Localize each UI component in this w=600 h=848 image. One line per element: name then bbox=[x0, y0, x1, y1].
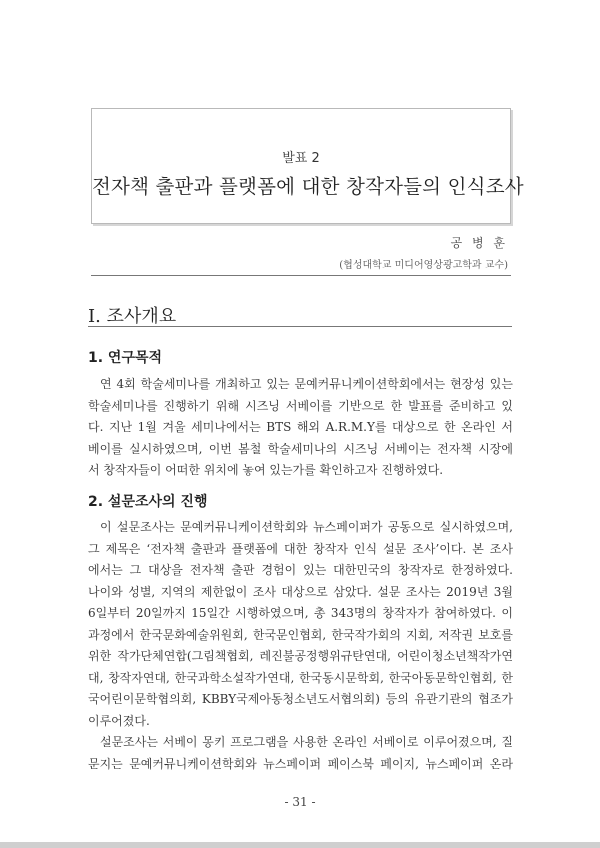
paragraph-line: 베이를 실시하였으며, 이번 봄철 학술세미나의 시즈닝 서베이는 전자책 시장에 bbox=[88, 441, 513, 456]
paragraph-line: 그 제목은 ‘전자책 출판과 플랫폼에 대한 창작자 인식 설문 조사’이다. 본 조사 bbox=[88, 541, 513, 556]
section-title: I. 조사개요 bbox=[88, 306, 177, 327]
footer-bar bbox=[0, 842, 600, 848]
affiliation-divider bbox=[91, 275, 511, 276]
presentation-label: 발표 2 bbox=[282, 151, 320, 166]
author-name: 공 병 훈 bbox=[450, 236, 508, 250]
subsection-heading-survey: 2. 설문조사의 진행 bbox=[88, 494, 208, 510]
paragraph-line: 대, 창작자연대, 한국과학소설작가연대, 한국동시문학회, 한국아동문학인협회, 한 bbox=[88, 670, 513, 685]
paragraph-line: 학술세미나를 진행하기 위해 시즈닝 서베이를 기반으로 한 발표를 준비하고 있 bbox=[88, 398, 513, 413]
paragraph-line: 이 설문조사는 문예커뮤니케이션학회와 뉴스페이퍼가 공동으로 실시하였으며, bbox=[100, 520, 513, 534]
section-divider bbox=[88, 326, 512, 327]
paragraph-line: 다. 지난 1월 겨울 세미나에서는 BTS 해외 A.R.M.Y를 대상으로 한 온라인 서 bbox=[88, 420, 513, 434]
paragraph-line: 위한 작가단체연합(그림책협회, 레진불공정행위규탄연대, 어린이청소년책작가연 bbox=[88, 649, 513, 663]
title-box bbox=[91, 108, 524, 224]
paragraph-line: 문지는 문예커뮤니케이션학회와 뉴스페이퍼 페이스북 페이지, 뉴스페이퍼 온라 bbox=[88, 756, 513, 771]
page-number: - 31 - bbox=[284, 795, 316, 809]
paragraph-line: 에서는 그 대상을 전자책 출판 경험이 있는 대한민국의 창작자로 한정하였다. bbox=[88, 563, 513, 577]
subsection-heading-purpose: 1. 연구목적 bbox=[88, 350, 163, 366]
paragraph-line: 과정에서 한국문화예술위원회, 한국문인협회, 한국작가회의 지회, 저작권 보호를 bbox=[88, 627, 513, 642]
paragraph-line: 국어린이문학협의회, KBBY국제아동청소년도서협의회) 등의 유관기관의 협조가 bbox=[88, 692, 513, 706]
paragraph-line: 나이와 성별, 지역의 제한없이 조사 대상으로 삼았다. 설문 조사는 2019년 3월 bbox=[88, 584, 513, 599]
paragraph-line: 설문조사는 서베이 몽키 프로그램을 사용한 온라인 서베이로 이루어졌으며, 질 bbox=[100, 735, 513, 749]
paragraph-line: 6일부터 20일까지 15일간 시행하였으며, 총 343명의 창작자가 참여하였다. 이 bbox=[88, 606, 513, 620]
document-title: 전자책 출판과 플랫폼에 대한 창작자들의 인식조사 bbox=[92, 175, 524, 198]
paragraph-line: 연 4회 학술세미나를 개최하고 있는 문예커뮤니케이션학회에서는 현장성 있는 bbox=[100, 377, 513, 391]
author-affiliation: (협성대학교 미디어영상광고학과 교수) bbox=[339, 260, 508, 271]
paragraph-survey bbox=[88, 517, 513, 775]
paragraph-line: 서 창작자들이 어떠한 위치에 놓여 있는가를 확인하고자 진행하였다. bbox=[88, 463, 444, 477]
paragraph-line: 이루어졌다. bbox=[88, 713, 150, 728]
paragraph-purpose bbox=[88, 374, 513, 482]
